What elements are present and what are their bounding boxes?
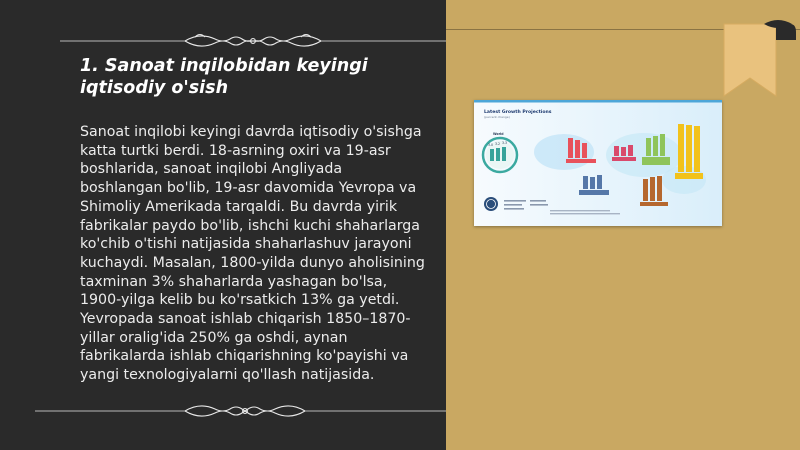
- growth-projections-infographic: [474, 100, 722, 226]
- world-bar-2: [496, 148, 500, 161]
- mena-label-bg: [642, 157, 670, 165]
- ssa-bar-3: [657, 176, 662, 201]
- asia-bar-2: [686, 125, 692, 172]
- us-label-bg: [566, 159, 596, 163]
- world-value-2: 3.2: [495, 142, 501, 146]
- world-value-3: 3.3: [502, 141, 508, 145]
- world-bar-3: [502, 147, 506, 161]
- euro-bar-2: [621, 147, 626, 156]
- asia-label-bg: [675, 173, 703, 179]
- ssa-bar-1: [643, 179, 648, 201]
- euro-bar-1: [614, 146, 619, 156]
- latam-bar-3: [597, 175, 602, 189]
- ssa-label-bg: [640, 202, 668, 206]
- us-bar-3: [582, 143, 587, 158]
- euro-bar-3: [628, 145, 633, 156]
- us-bar-1: [568, 138, 573, 158]
- infographic-subtitle: (percent change): [484, 115, 510, 119]
- latam-label-bg: [579, 190, 609, 195]
- slide-heading: 1. Sanoat inqilobidan keyingi iqtisodiy o'sish: [80, 56, 368, 98]
- slide-body-text: Sanoat inqilobi keyingi davrda iqtisodiy o'sishga katta turtki berdi. 18-asrning oxiri va 19-asr boshlarida, sanoat inqilobi Angliyada boshlangan bo'lib, 19-asr davomida Yevropa va Shimoliy Amerikada tarqaldi. Bu davrda yirik fabrikalar paydo bo'lib, ishchi kuchi shaharlarga ko'chib o'tishi natijasida shaharlashuv jarayoni kuchaydi. Masalan, 1800-yilda dunyo aholisining taxminan 3% shaharlarda yashagan bo'lsa, 1900-yilga kelib bu ko'rsatkich 13% ga yetdi. Yevropada sanoat ishlab chiqarish 1850–1870-yillar oralig'ida 250% ga oshdi, aynan fabrikalarda ishlab chiqarishning ko'payishi va yangi texnologiyalarni qo'llash natijasida.: [80, 124, 425, 384]
- bottom-ornament-divider: [35, 400, 446, 422]
- world-value-1: 3.0: [488, 143, 494, 147]
- euro-label-bg: [612, 157, 636, 161]
- mena-bar-2: [653, 136, 658, 156]
- top-ornament-divider: [60, 30, 446, 52]
- bookmark-ribbon-icon: [720, 0, 800, 100]
- infographic-art: [474, 100, 722, 226]
- us-bar-2: [575, 140, 580, 158]
- world-label: World: [493, 132, 504, 136]
- infographic-title: Latest Growth Projections: [484, 110, 552, 115]
- world-bar-1: [490, 149, 494, 161]
- asia-bar-3: [694, 126, 700, 172]
- mena-bar-3: [660, 134, 665, 156]
- ssa-bar-2: [650, 177, 655, 201]
- mena-bar-1: [646, 138, 651, 156]
- latam-bar-2: [590, 177, 595, 189]
- latam-bar-1: [583, 176, 588, 189]
- asia-bar-1: [678, 124, 684, 172]
